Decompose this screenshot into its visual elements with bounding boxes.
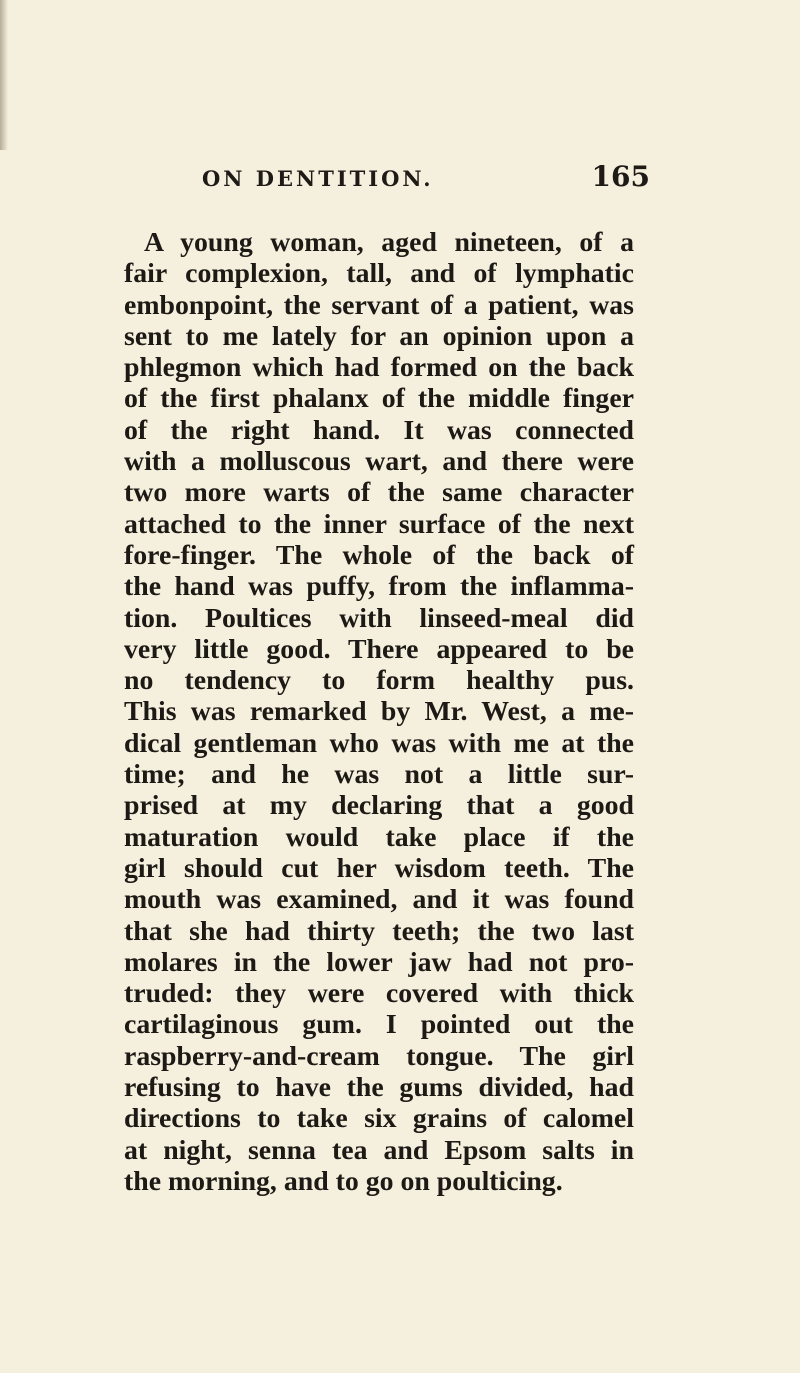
text-line: that she had thirty teeth; the two last (124, 915, 634, 947)
body-paragraph (124, 227, 634, 1197)
text-line: time; and he was not a little sur- (124, 759, 634, 791)
page-edge-shadow (0, 0, 8, 150)
text-line: of the first phalanx of the middle finger (124, 383, 634, 415)
text-line: cartilaginous gum. I pointed out the (124, 1009, 634, 1041)
text-line: fair complexion, tall, and of lymphatic (124, 258, 634, 290)
text-line: no tendency to form healthy pus. (124, 665, 634, 697)
text-line: attached to the inner surface of the next (124, 508, 634, 540)
text-line: dical gentleman who was with me at the (124, 727, 634, 759)
text-line: the hand was puffy, from the inflamma- (124, 571, 634, 603)
text-line: two more warts of the same character (124, 477, 634, 509)
text-line: the morning, and to go on poulticing. (124, 1165, 563, 1197)
text-line: phlegmon which had formed on the back (124, 352, 634, 384)
text-line: directions to take six grains of calomel (124, 1103, 634, 1135)
text-line: embonpoint, the servant of a patient, was (124, 289, 634, 321)
page-number: 165 (591, 160, 650, 193)
text-line: very little good. There appeared to be (124, 633, 634, 665)
page-header (200, 160, 650, 200)
text-line: This was remarked by Mr. West, a me- (124, 696, 634, 728)
text-line: molares in the lower jaw had not pro- (124, 946, 634, 978)
text-line: raspberry-and-cream tongue. The girl (124, 1040, 634, 1072)
text-line: prised at my declaring that a good (124, 790, 634, 822)
text-line: tion. Poultices with linseed-meal did (124, 602, 634, 634)
text-line: sent to me lately for an opinion upon a (124, 320, 634, 352)
text-line: girl should cut her wisdom teeth. The (124, 852, 634, 884)
text-line: refusing to have the gums divided, had (124, 1072, 634, 1104)
text-line: maturation would take place if the (124, 821, 634, 853)
text-line: of the right hand. It was connected (124, 414, 634, 446)
text-line: at night, senna tea and Epsom salts in (124, 1134, 634, 1166)
text-line: fore-finger. The whole of the back of (124, 539, 634, 571)
running-head: ON DENTITION. (202, 166, 434, 191)
text-line: with a molluscous wart, and there were (124, 446, 634, 478)
text-line: A young woman, aged nineteen, of a (144, 227, 634, 258)
text-line: truded: they were covered with thick (124, 978, 634, 1010)
text-line: mouth was examined, and it was found (124, 884, 634, 916)
